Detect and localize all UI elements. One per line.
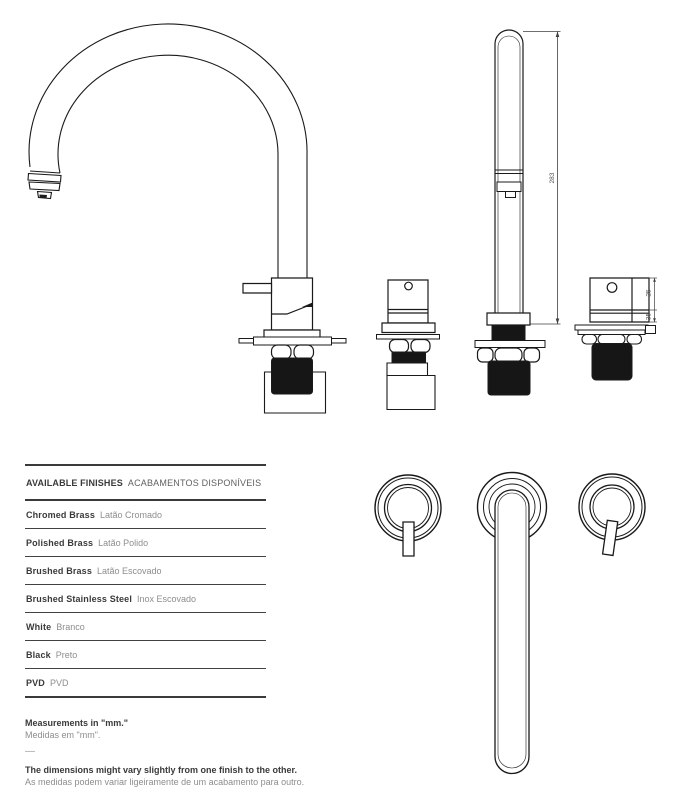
mixer-body bbox=[243, 278, 313, 330]
finish-name-en: Black bbox=[26, 650, 51, 660]
variance-note-en: The dimensions might vary slightly from one finish to the other. bbox=[25, 765, 298, 775]
measurements-note-pt: Medidas em "mm". bbox=[25, 730, 101, 740]
handle-left-lever bbox=[403, 522, 414, 556]
finishes-title-en: AVAILABLE FINISHES bbox=[26, 478, 123, 488]
finish-name-pt: Latão Escovado bbox=[96, 566, 162, 576]
mounting-hardware bbox=[575, 325, 656, 380]
handle-pivot bbox=[405, 282, 413, 290]
finish-name-en: PVD bbox=[26, 678, 45, 688]
spout-reach bbox=[495, 490, 529, 774]
spout-height-dimension-label: 283 bbox=[549, 172, 556, 184]
finish-name-en: White bbox=[26, 622, 52, 632]
valve-side-view-drawing bbox=[568, 260, 668, 395]
finish-name-pt: Latão Polido bbox=[98, 538, 149, 548]
finish-row-brushed-brass bbox=[25, 557, 266, 585]
finishes-title-pt: ACABAMENTOS DISPONÍVEIS bbox=[127, 478, 262, 488]
finish-name-pt: Branco bbox=[56, 622, 85, 632]
valve-upper-dimension-label: 25 bbox=[645, 289, 653, 297]
finish-row-white bbox=[25, 613, 266, 641]
handle-left-top-view bbox=[375, 475, 441, 556]
finish-row-chromed-brass bbox=[25, 501, 266, 529]
notes-separator: — bbox=[25, 746, 35, 757]
handle-right-lever bbox=[603, 520, 618, 555]
height-dimension bbox=[523, 32, 561, 325]
valve-body bbox=[388, 280, 428, 323]
measurements-note-en: Measurements in "mm." bbox=[25, 718, 129, 728]
gooseneck-spout-side-view-drawing bbox=[15, 15, 350, 415]
spout-tip-aerator bbox=[28, 171, 61, 199]
finish-name-pt: PVD bbox=[49, 678, 69, 688]
finish-row-black bbox=[25, 641, 266, 669]
finish-name-pt: Latão Cromado bbox=[99, 510, 163, 520]
mounting-hardware bbox=[239, 330, 346, 413]
handle-right-top-view bbox=[579, 474, 645, 555]
mounting-hardware bbox=[377, 323, 440, 410]
top-view-drawing bbox=[340, 440, 686, 795]
finish-name-pt: Preto bbox=[55, 650, 78, 660]
spout-tube bbox=[29, 24, 307, 278]
finish-row-pvd bbox=[25, 669, 266, 698]
handle-pivot bbox=[607, 283, 617, 293]
finishes-table bbox=[25, 464, 266, 698]
finish-row-polished-brass bbox=[25, 529, 266, 557]
spout-column bbox=[495, 30, 523, 313]
spout-front-view-drawing bbox=[462, 18, 577, 420]
finish-name-en: Chromed Brass bbox=[26, 510, 95, 520]
variance-note-pt: As medidas podem variar ligeiramente de um acabamento para outro. bbox=[25, 777, 305, 787]
lever-handle bbox=[243, 284, 272, 294]
mounting-hardware bbox=[475, 313, 545, 395]
valve-front-view-drawing bbox=[375, 262, 460, 412]
finish-row-brushed-stainless-steel bbox=[25, 585, 266, 613]
finish-name-pt: Inox Escovado bbox=[137, 594, 197, 604]
valve-lower-dimension-label: 35 bbox=[645, 312, 653, 321]
finish-name-en: Polished Brass bbox=[26, 538, 94, 548]
valve-body bbox=[590, 278, 649, 322]
finish-name-en: Brushed Stainless Steel bbox=[26, 594, 132, 604]
spout-top-view bbox=[478, 473, 547, 774]
finish-name-en: Brushed Brass bbox=[26, 566, 92, 576]
footer-notes bbox=[25, 717, 304, 788]
finishes-table-header bbox=[25, 466, 266, 501]
